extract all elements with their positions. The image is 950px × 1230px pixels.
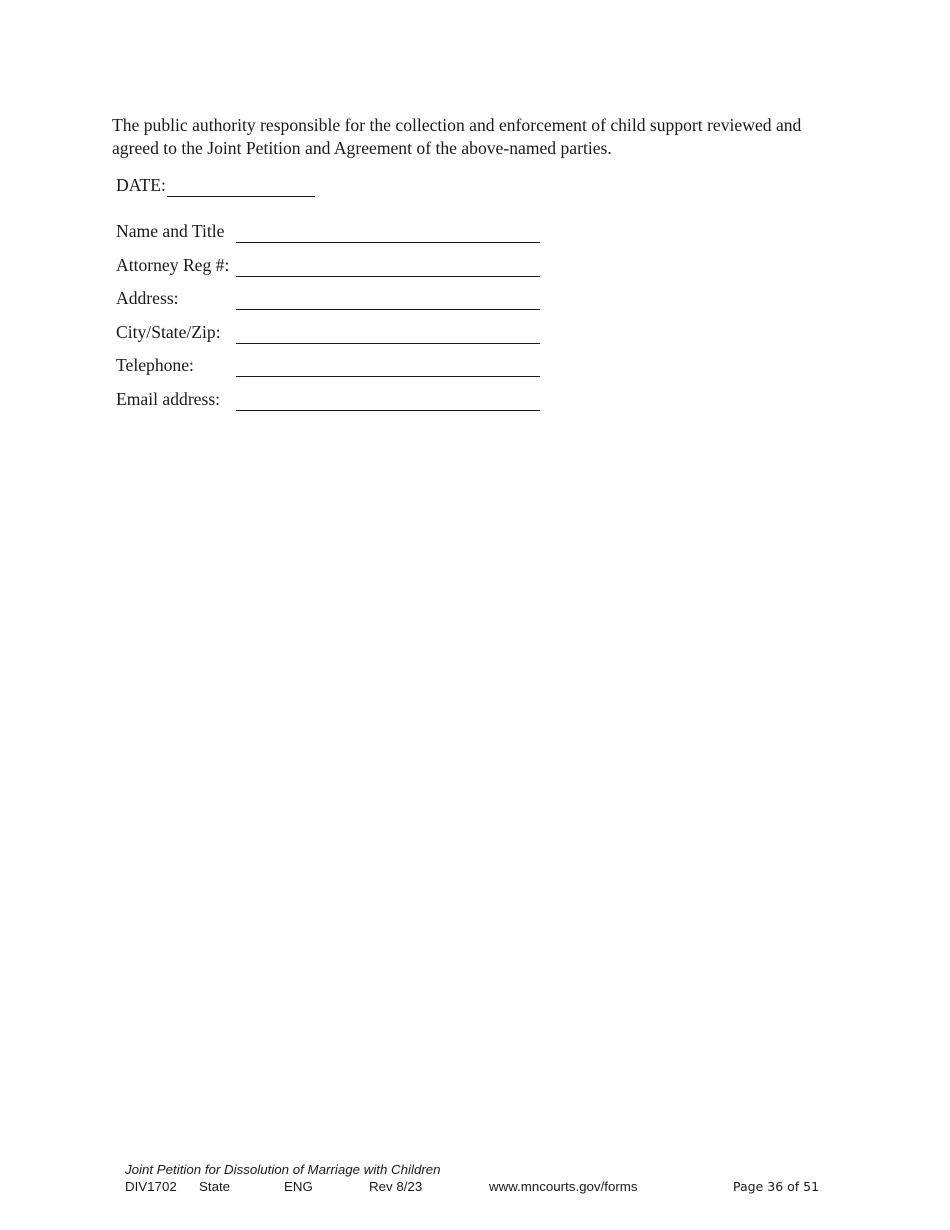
name-title-field — [116, 220, 546, 254]
city-state-zip-label: City/State/Zip: — [116, 321, 221, 342]
footer-form-code: DIV1702 — [125, 1179, 177, 1194]
intro-paragraph: The public authority responsible for the collection and enforcement of child support reviewed and agreed to the Joint Petition and Agreement of the above-named parties. — [112, 115, 802, 158]
footer-jurisdiction: State — [199, 1179, 231, 1194]
footer-language: ENG — [284, 1179, 313, 1194]
city-state-zip-field — [116, 321, 546, 355]
city-state-zip-input-line[interactable] — [236, 343, 540, 344]
email-input-line[interactable] — [236, 410, 540, 411]
email-field — [116, 388, 546, 422]
address-label: Address: — [116, 288, 179, 309]
footer-page-number: Page 36 of 51 — [733, 1179, 820, 1194]
footer-revision: Rev 8/23 — [369, 1179, 423, 1194]
signature-block — [116, 220, 546, 422]
telephone-label: Telephone: — [116, 355, 194, 376]
footer-meta-row — [125, 1178, 825, 1195]
telephone-input-line[interactable] — [236, 376, 540, 377]
telephone-field — [116, 354, 546, 388]
address-input-line[interactable] — [236, 309, 540, 310]
name-title-label: Name and Title — [116, 221, 225, 241]
page-footer — [125, 1161, 825, 1195]
address-field — [116, 287, 546, 321]
date-field — [116, 174, 315, 197]
attorney-reg-field — [116, 254, 546, 288]
footer-url[interactable]: www.mncourts.gov/forms — [489, 1179, 638, 1194]
attorney-reg-input-line[interactable] — [236, 276, 540, 277]
attorney-reg-label: Attorney Reg #: — [116, 254, 230, 275]
date-input-line[interactable] — [167, 177, 315, 197]
name-title-input-line[interactable] — [236, 242, 540, 243]
date-label: DATE: — [116, 175, 166, 195]
footer-form-title: Joint Petition for Dissolution of Marriage with Children — [125, 1162, 441, 1177]
email-label: Email address: — [116, 388, 221, 409]
